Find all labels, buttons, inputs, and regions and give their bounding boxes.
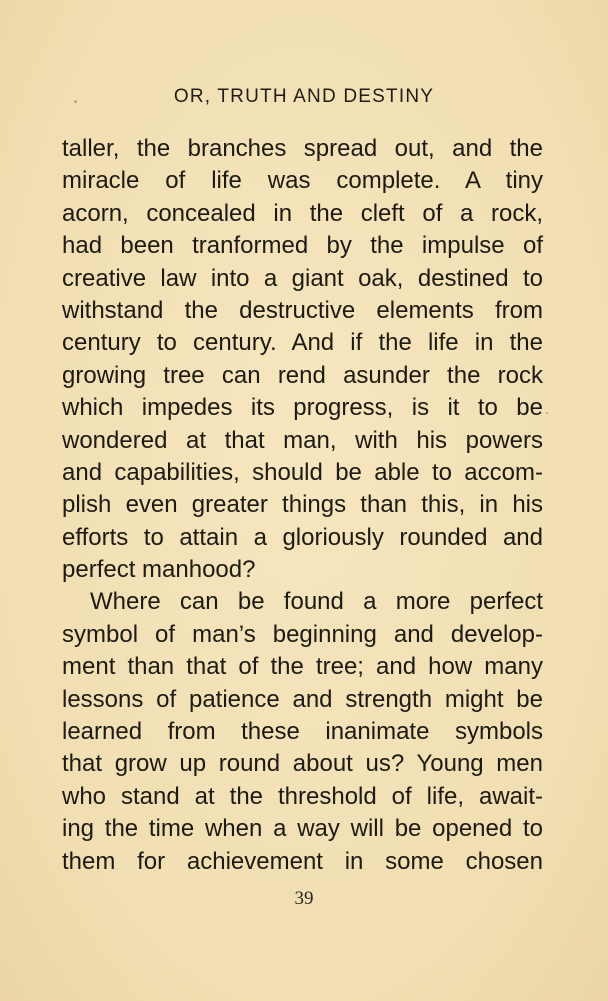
text-line: them for achievement in some chosen [62,847,543,875]
text-line: and capabilities, should be able to accom- [62,458,543,486]
text-line: had been tranformed by the impulse of [62,232,543,260]
text-line: miracle of life was complete. A tiny [62,167,543,195]
text-line: that grow up round about us? Young men [62,750,543,778]
page-number: 39 [294,888,314,909]
text-line: efforts to attain a gloriously rounded and [62,523,543,551]
text-line-paragraph-start: Where can be found a more perfect [90,588,543,616]
text-line: growing tree can rend asunder the rock [62,361,543,389]
text-line: which impedes its progress, is it to be [62,394,543,422]
text-line: taller, the branches spread out, and the [62,135,543,162]
text-line: lessons of patience and strength might be [62,685,543,713]
text-line: learned from these inanimate symbols [62,718,543,746]
text-line: ing the time when a way will be opened to [62,815,543,843]
text-line: plish even greater things than this, in his [62,491,543,519]
text-line: acorn, concealed in the cleft of a rock, [62,199,543,227]
text-line: withstand the destructive elements from [62,296,543,324]
paper-speck [546,412,548,414]
text-line: symbol of man’s beginning and develop- [62,620,543,648]
text-line: creative law into a giant oak, destined to [62,264,543,292]
running-head: OR, TRUTH AND DESTINY [173,86,435,107]
text-line-paragraph-end: perfect manhood? [62,556,256,584]
text-line: who stand at the threshold of life, await- [62,782,543,810]
text-line: ment than that of the tree; and how many [62,653,543,681]
body-text [62,133,543,878]
text-line: wondered at that man, with his powers [62,426,543,454]
text-line: century to century. And if the life in the [62,329,543,357]
